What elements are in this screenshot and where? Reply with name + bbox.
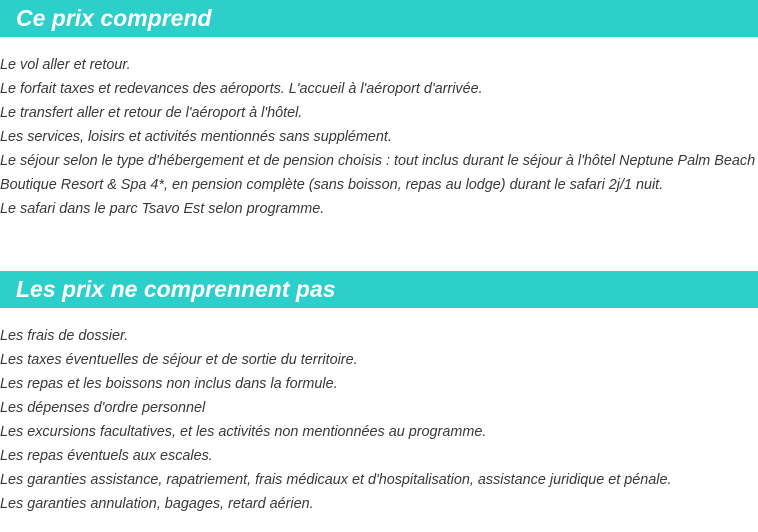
excluded-item: Les taxes éventuelles de séjour et de sortie du territoire. xyxy=(0,352,358,368)
included-item: Boutique Resort & Spa 4*, en pension complète (sans boisson, repas au lodge) durant le safari 2j/1 nuit. xyxy=(0,177,664,193)
excluded-item: Les dépenses d'ordre personnel xyxy=(0,400,206,416)
excluded-item: Les garanties annulation, bagages, retard aérien. xyxy=(0,496,314,512)
included-item: Le vol aller et retour. xyxy=(0,57,131,73)
excluded-section-title: Les prix ne comprennent pas xyxy=(16,276,336,302)
excluded-item: Les excursions facultatives, et les activités non mentionnées au programme. xyxy=(0,424,487,440)
excluded-list xyxy=(0,324,758,516)
included-section-header xyxy=(0,0,758,37)
included-item: Le safari dans le parc Tsavo Est selon programme. xyxy=(0,201,325,217)
excluded-item: Les garanties assistance, rapatriement, frais médicaux et d'hospitalisation, assistance juridique et pénale. xyxy=(0,472,672,488)
excluded-item: Les repas éventuels aux escales. xyxy=(0,448,213,464)
excluded-item: Les frais de dossier. xyxy=(0,328,129,344)
included-section-title: Ce prix comprend xyxy=(16,5,212,31)
included-item: Les services, loisirs et activités mentionnés sans supplément. xyxy=(0,129,392,145)
included-list xyxy=(0,53,758,221)
excluded-item: Les repas et les boissons non inclus dans la formule. xyxy=(0,376,338,392)
excluded-section-header xyxy=(0,271,758,308)
included-item: Le transfert aller et retour de l'aéroport à l'hôtel. xyxy=(0,105,303,121)
included-item: Le séjour selon le type d'hébergement et de pension choisis : tout inclus durant le séjour à l'hôtel Neptune Palm Beach xyxy=(0,153,756,169)
included-item: Le forfait taxes et redevances des aéroports. L'accueil à l'aéroport d'arrivée. xyxy=(0,81,483,97)
